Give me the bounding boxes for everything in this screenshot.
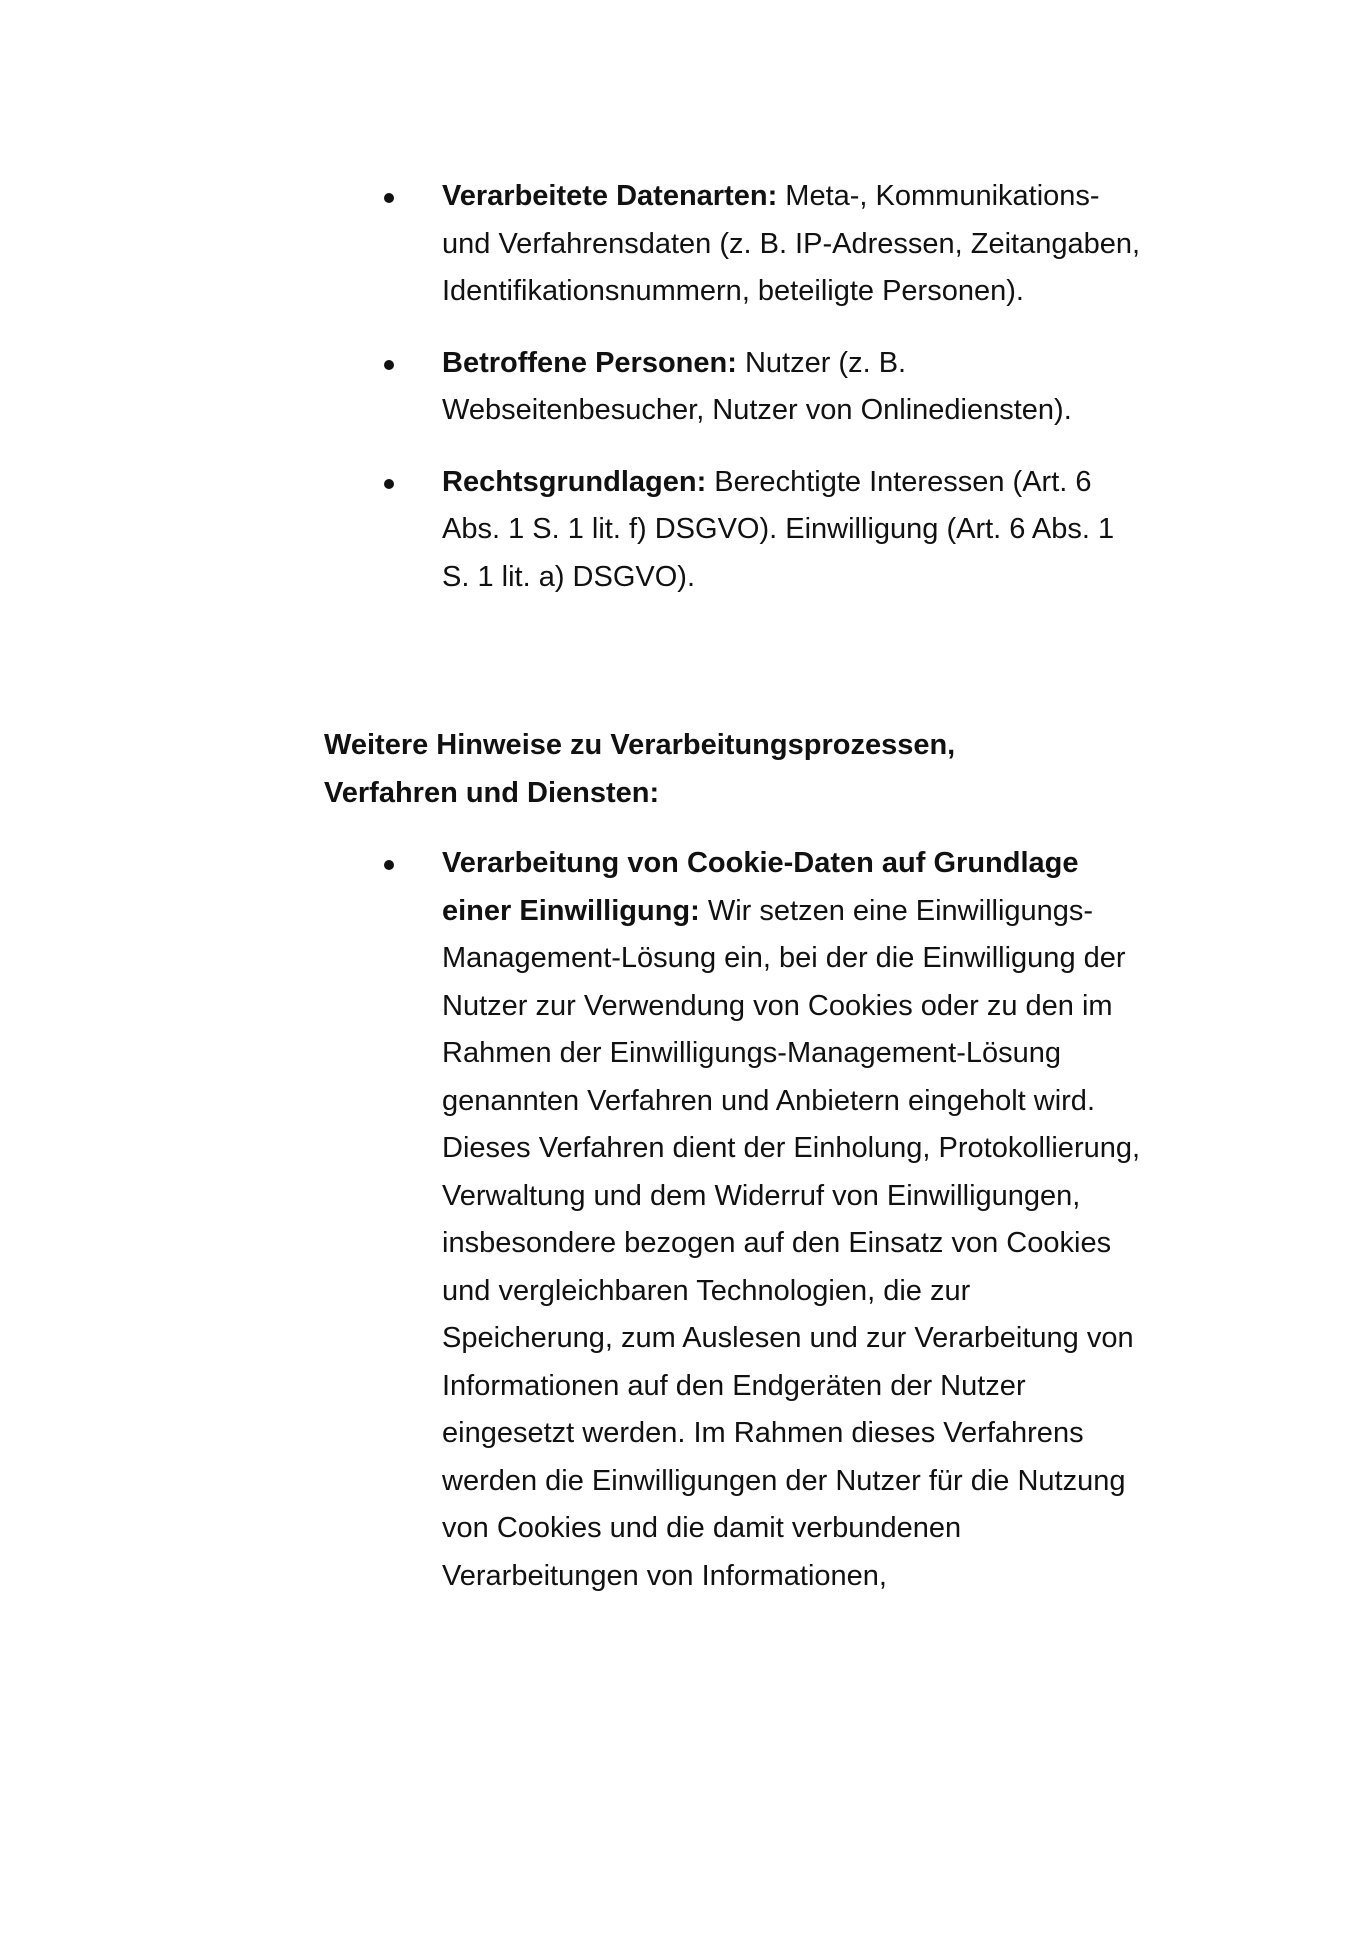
list-item-affected-persons	[442, 340, 1142, 435]
item-label: Verarbeitung von Cookie-Daten auf Grundlage einer Einwilligung:	[442, 847, 1079, 927]
list-item-data-types	[442, 173, 1142, 316]
item-text: Nutzer (z. B. Webseitenbesucher, Nutzer von Onlinediensten).	[442, 346, 1072, 426]
item-text: Meta-, Kommunikations- und Verfahrensdaten (z. B. IP-Adressen, Zeitangaben, Identifikationsnummern, beteiligte Personen).	[442, 180, 1141, 307]
item-text: Wir setzen eine Einwilligungs-Management-Lösung ein, bei der die Einwilligung der Nutzer zur Verwendung von Cookies oder zu den im Rahmen der Einwilligungs-Management-Lösung genannten Verfahren und Anbietern eingeholt wird. Dieses Verfahren dient der Einholung, Protokollierung, Verwaltung und dem Widerruf von Einwilligungen, insbesondere bezogen auf den Einsatz von Cookies und vergleichbaren Technologien, die zur Speicherung, zum Auslesen und zur Verarbeitung von Informationen auf den Endgeräten der Nutzer eingesetzt werden. Im Rahmen dieses Verfahrens werden die Einwilligungen der Nutzer für die Nutzung von Cookies und die damit verbundenen Verarbeitungen von Informationen,	[442, 894, 1141, 1592]
section-heading: Weitere Hinweise zu Verarbeitungsprozessen, Verfahren und Diensten:	[324, 729, 956, 809]
bullet-icon	[384, 860, 394, 870]
item-label: Rechtsgrundlagen:	[442, 465, 707, 498]
list-item-legal-basis	[442, 459, 1142, 602]
item-text: Berechtigte Interessen (Art. 6 Abs. 1 S. 1 lit. f) DSGVO). Einwilligung (Art. 6 Abs. 1 S. 1 lit. a) DSGVO).	[442, 465, 1115, 593]
bullet-list-processing-details	[442, 840, 1142, 1600]
bullet-icon	[384, 360, 394, 370]
item-label: Verarbeitete Datenarten:	[442, 180, 778, 212]
list-item-cookie-consent	[442, 840, 1142, 1600]
bullet-icon	[384, 193, 394, 203]
bullet-icon	[384, 479, 394, 489]
item-label: Betroffene Personen:	[442, 346, 737, 379]
bullet-list-summary	[442, 173, 1142, 601]
